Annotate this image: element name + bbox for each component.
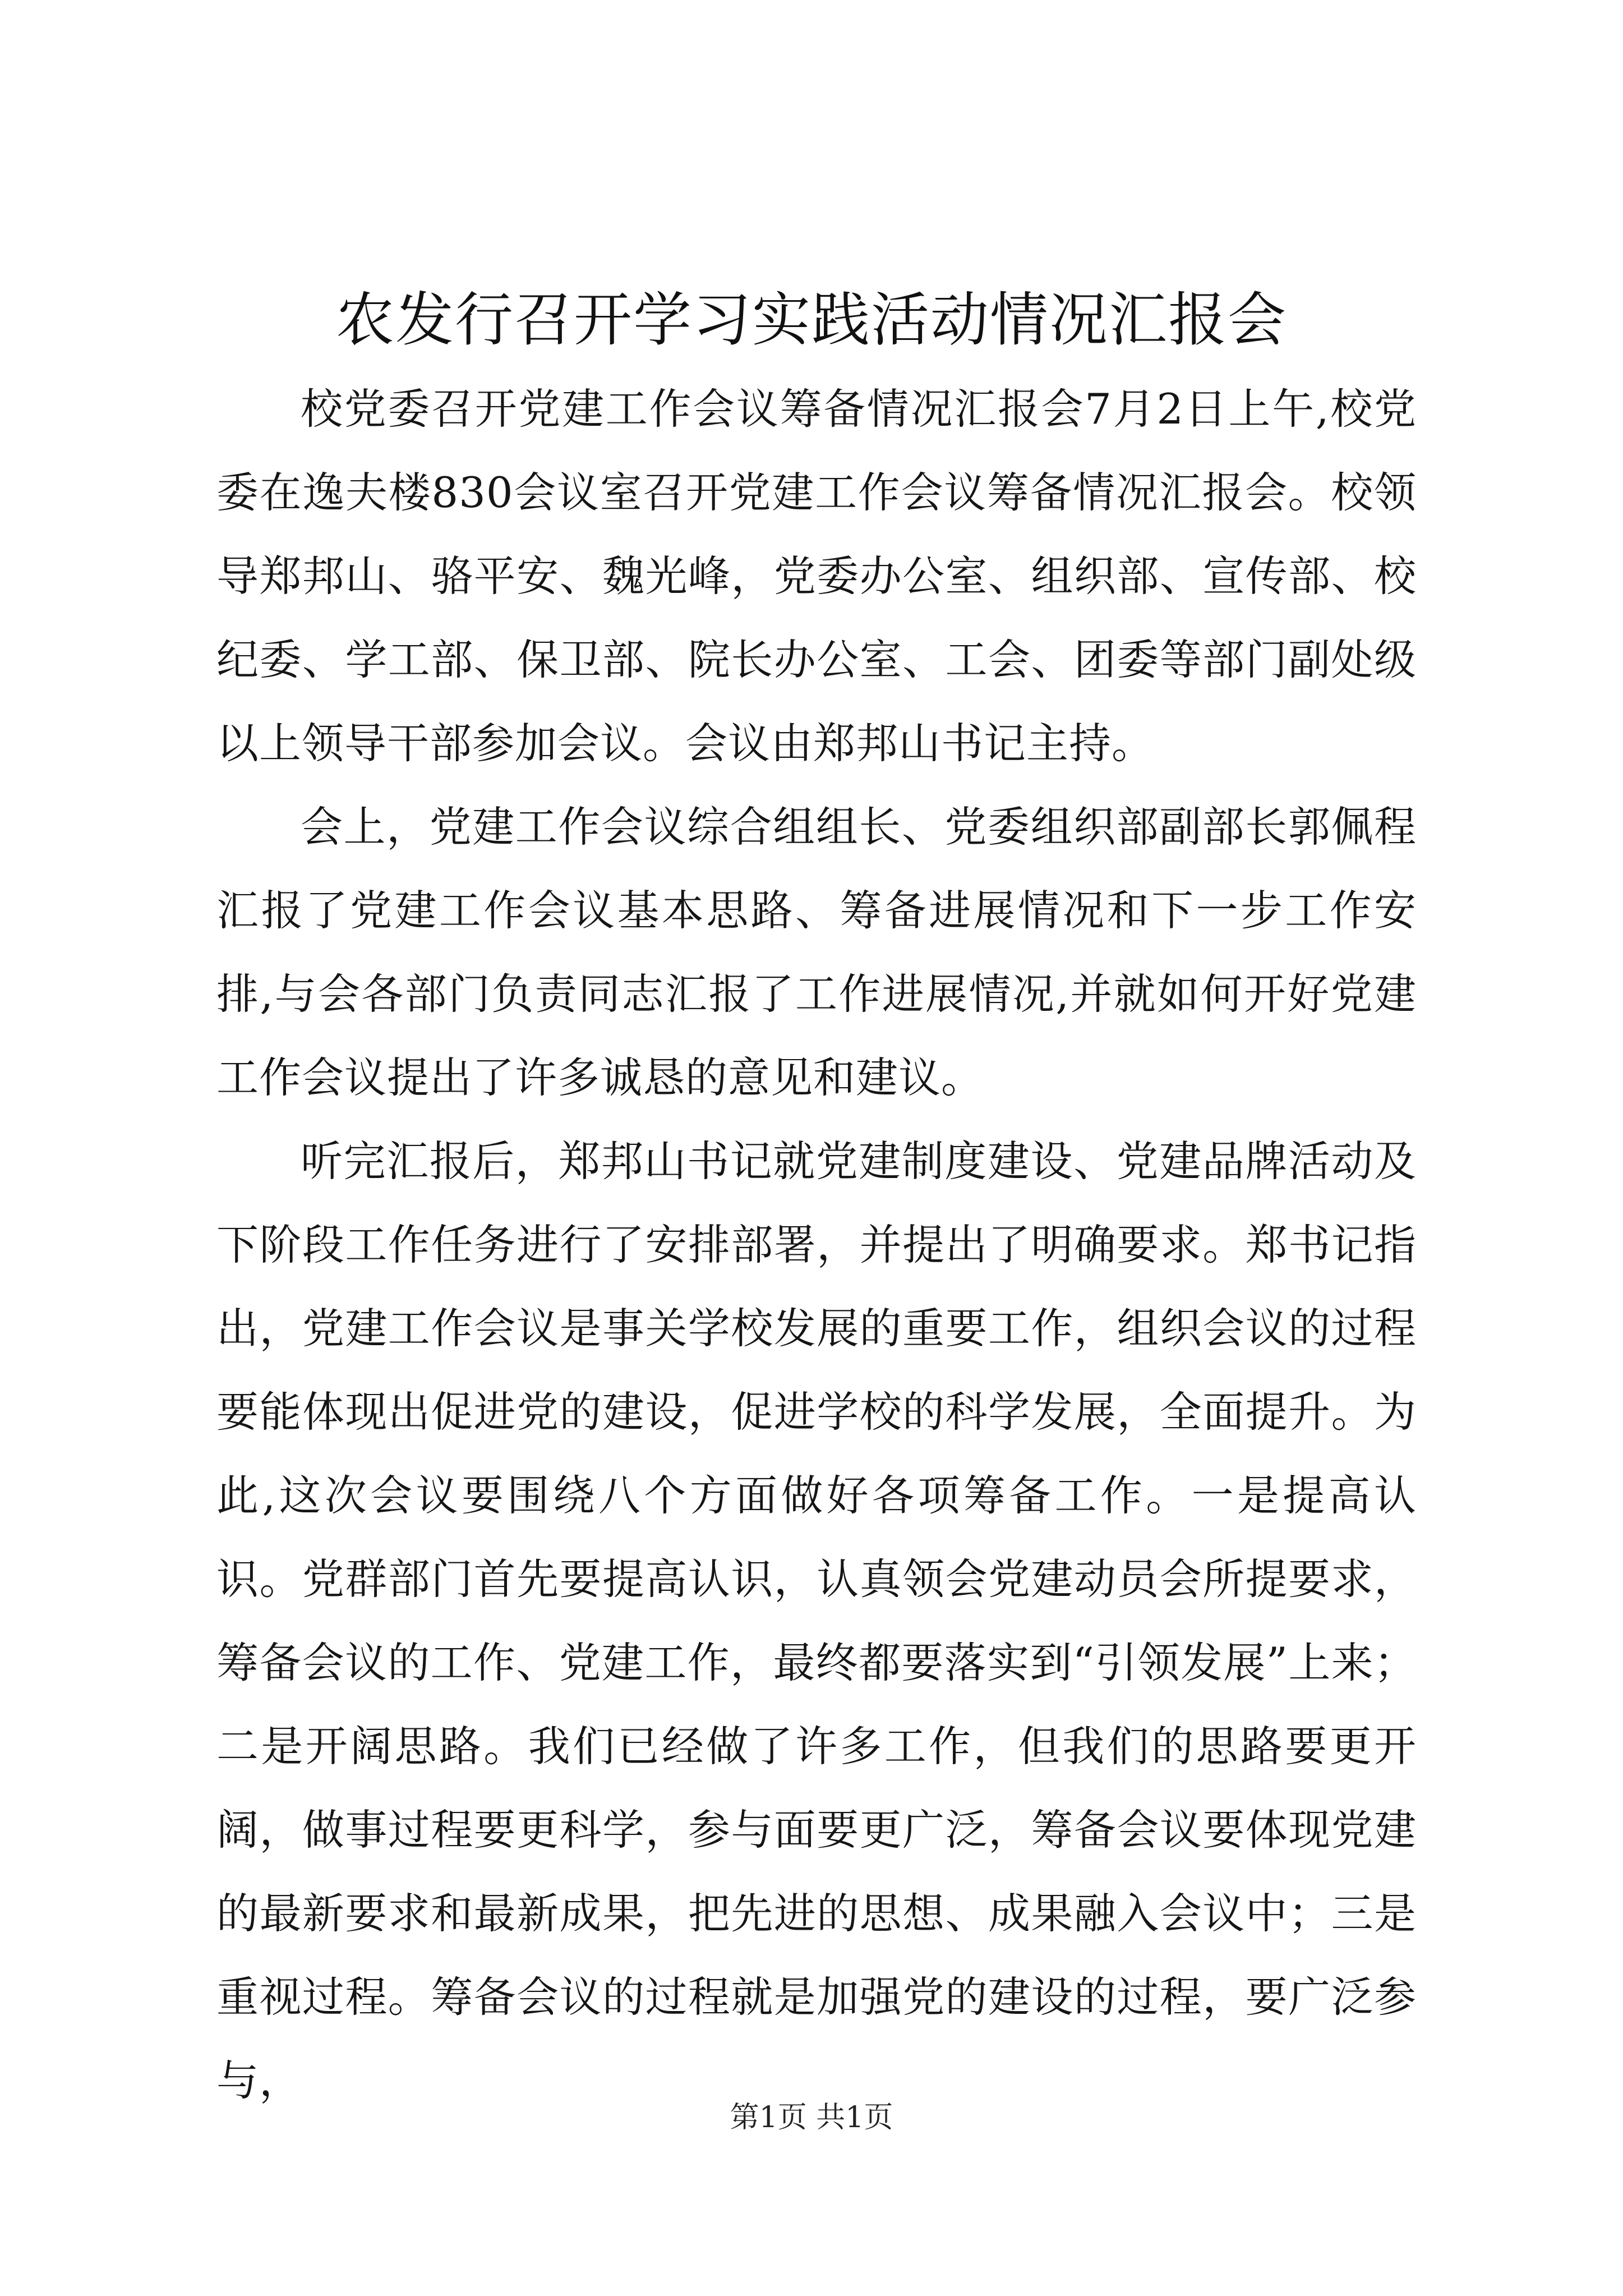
document-title: 农发行召开学习实践活动情况汇报会 <box>335 286 1287 354</box>
paragraph: 听完汇报后，郑邦山书记就党建制度建设、党建品牌活动及下阶段工作任务进行了安排部署，并提出了明确要求。郑书记指出，党建工作会议是事关学校发展的重要工作，组织会议的过程要能体现出促进党的建设，促进学校的科学发展，全面提升。为此,这次会议要围绕八个方面做好各项筹备工作。一是提高认识。党群部门首先要提高认识，认真领会党建动员会所提要求，筹备会议的工作、党建工作，最终都要落实到“引领发展”上来；二是开阔思路。我们已经做了许多工作，但我们的思路要更开阔，做事过程要更科学，参与面要更广泛，筹备会议要体现党建的最新要求和最新成果，把先进的思想、成果融入会议中；三是重视过程。筹备会议的过程就是加强党的建设的过程，要广泛参与， <box>216 1137 1417 2105</box>
paragraph: 会上，党建工作会议综合组组长、党委组织部副部长郭佩程汇报了党建工作会议基本思路、筹备进展情况和下一步工作安排,与会各部门负责同志汇报了工作进展情况,并就如何开好党建工作会议提出了许多诚恳的意见和建议。 <box>216 802 1417 1102</box>
document-body <box>216 367 1417 2123</box>
paragraph: 校党委召开党建工作会议筹备情况汇报会7月2日上午,校党委在逸夫楼830会议室召开党建工作会议筹备情况汇报会。校领导郑邦山、骆平安、魏光峰，党委办公室、组织部、宣传部、校纪委、学工部、保卫部、院长办公室、工会、团委等部门副处级以上领导干部参加会议。会议由郑邦山书记主持。 <box>216 384 1417 768</box>
page-footer: 第1页 共1页 <box>730 2101 893 2134</box>
